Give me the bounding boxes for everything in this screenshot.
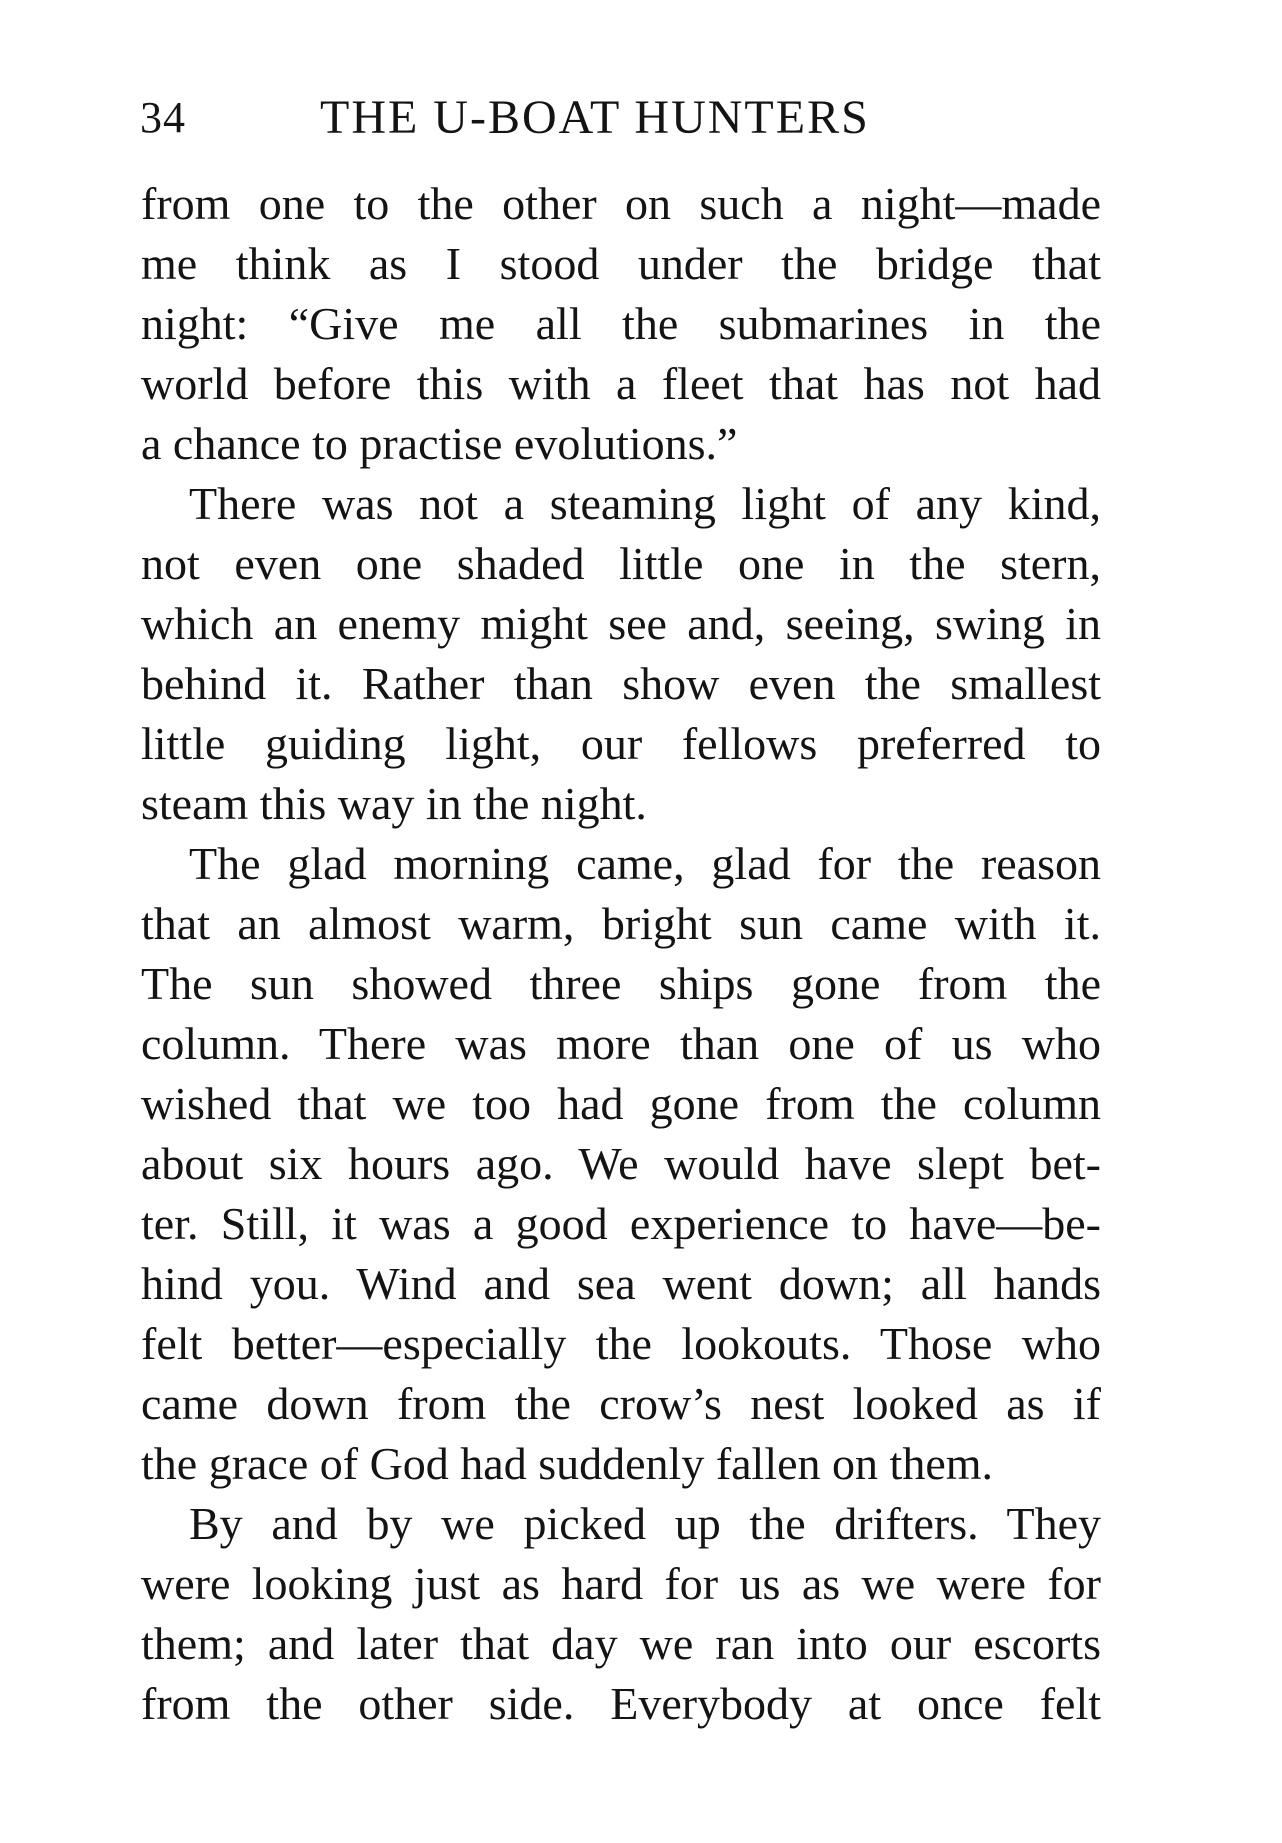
text-line: came down from the crow’s nest looked as if xyxy=(141,1378,1101,1429)
text-line: column. There was more than one of us who xyxy=(141,1018,1101,1069)
text-line: The glad morning came, glad for the reason xyxy=(189,838,1101,889)
text-line: a chance to practise evolutions.” xyxy=(141,418,738,469)
text-line: By and by we picked up the drifters. They xyxy=(189,1498,1101,1549)
page-header xyxy=(140,88,1100,148)
text-line: that an almost warm, bright sun came with it. xyxy=(141,898,1101,949)
text-line: from the other side. Everybody at once felt xyxy=(141,1678,1101,1729)
text-line: not even one shaded little one in the stern, xyxy=(141,538,1101,589)
text-line: night: “Give me all the submarines in the xyxy=(141,298,1101,349)
text-line: There was not a steaming light of any kind, xyxy=(189,478,1101,529)
text-line: wished that we too had gone from the column xyxy=(141,1078,1101,1129)
text-line: me think as I stood under the bridge that xyxy=(141,238,1101,289)
text-line: behind it. Rather than show even the smallest xyxy=(141,658,1101,709)
text-line: steam this way in the night. xyxy=(141,778,647,829)
text-line: felt better—especially the lookouts. Those who xyxy=(141,1318,1101,1369)
page-number: 34 xyxy=(140,93,186,142)
text-line: hind you. Wind and sea went down; all hands xyxy=(141,1258,1101,1309)
text-line: little guiding light, our fellows preferred to xyxy=(141,718,1101,769)
text-line: which an enemy might see and, seeing, swing in xyxy=(141,598,1101,649)
running-title: THE U-BOAT HUNTERS xyxy=(320,91,870,144)
text-line: about six hours ago. We would have slept bet- xyxy=(141,1138,1101,1189)
text-line: from one to the other on such a night—made xyxy=(141,178,1101,229)
text-line: The sun showed three ships gone from the xyxy=(141,958,1101,1009)
text-line: them; and later that day we ran into our escorts xyxy=(141,1618,1101,1669)
text-line: ter. Still, it was a good experience to have—be- xyxy=(141,1198,1101,1249)
body-text xyxy=(141,174,1101,1734)
text-line: the grace of God had suddenly fallen on them. xyxy=(141,1438,994,1489)
text-line: world before this with a fleet that has not had xyxy=(141,358,1101,409)
text-line: were looking just as hard for us as we were for xyxy=(141,1558,1101,1609)
